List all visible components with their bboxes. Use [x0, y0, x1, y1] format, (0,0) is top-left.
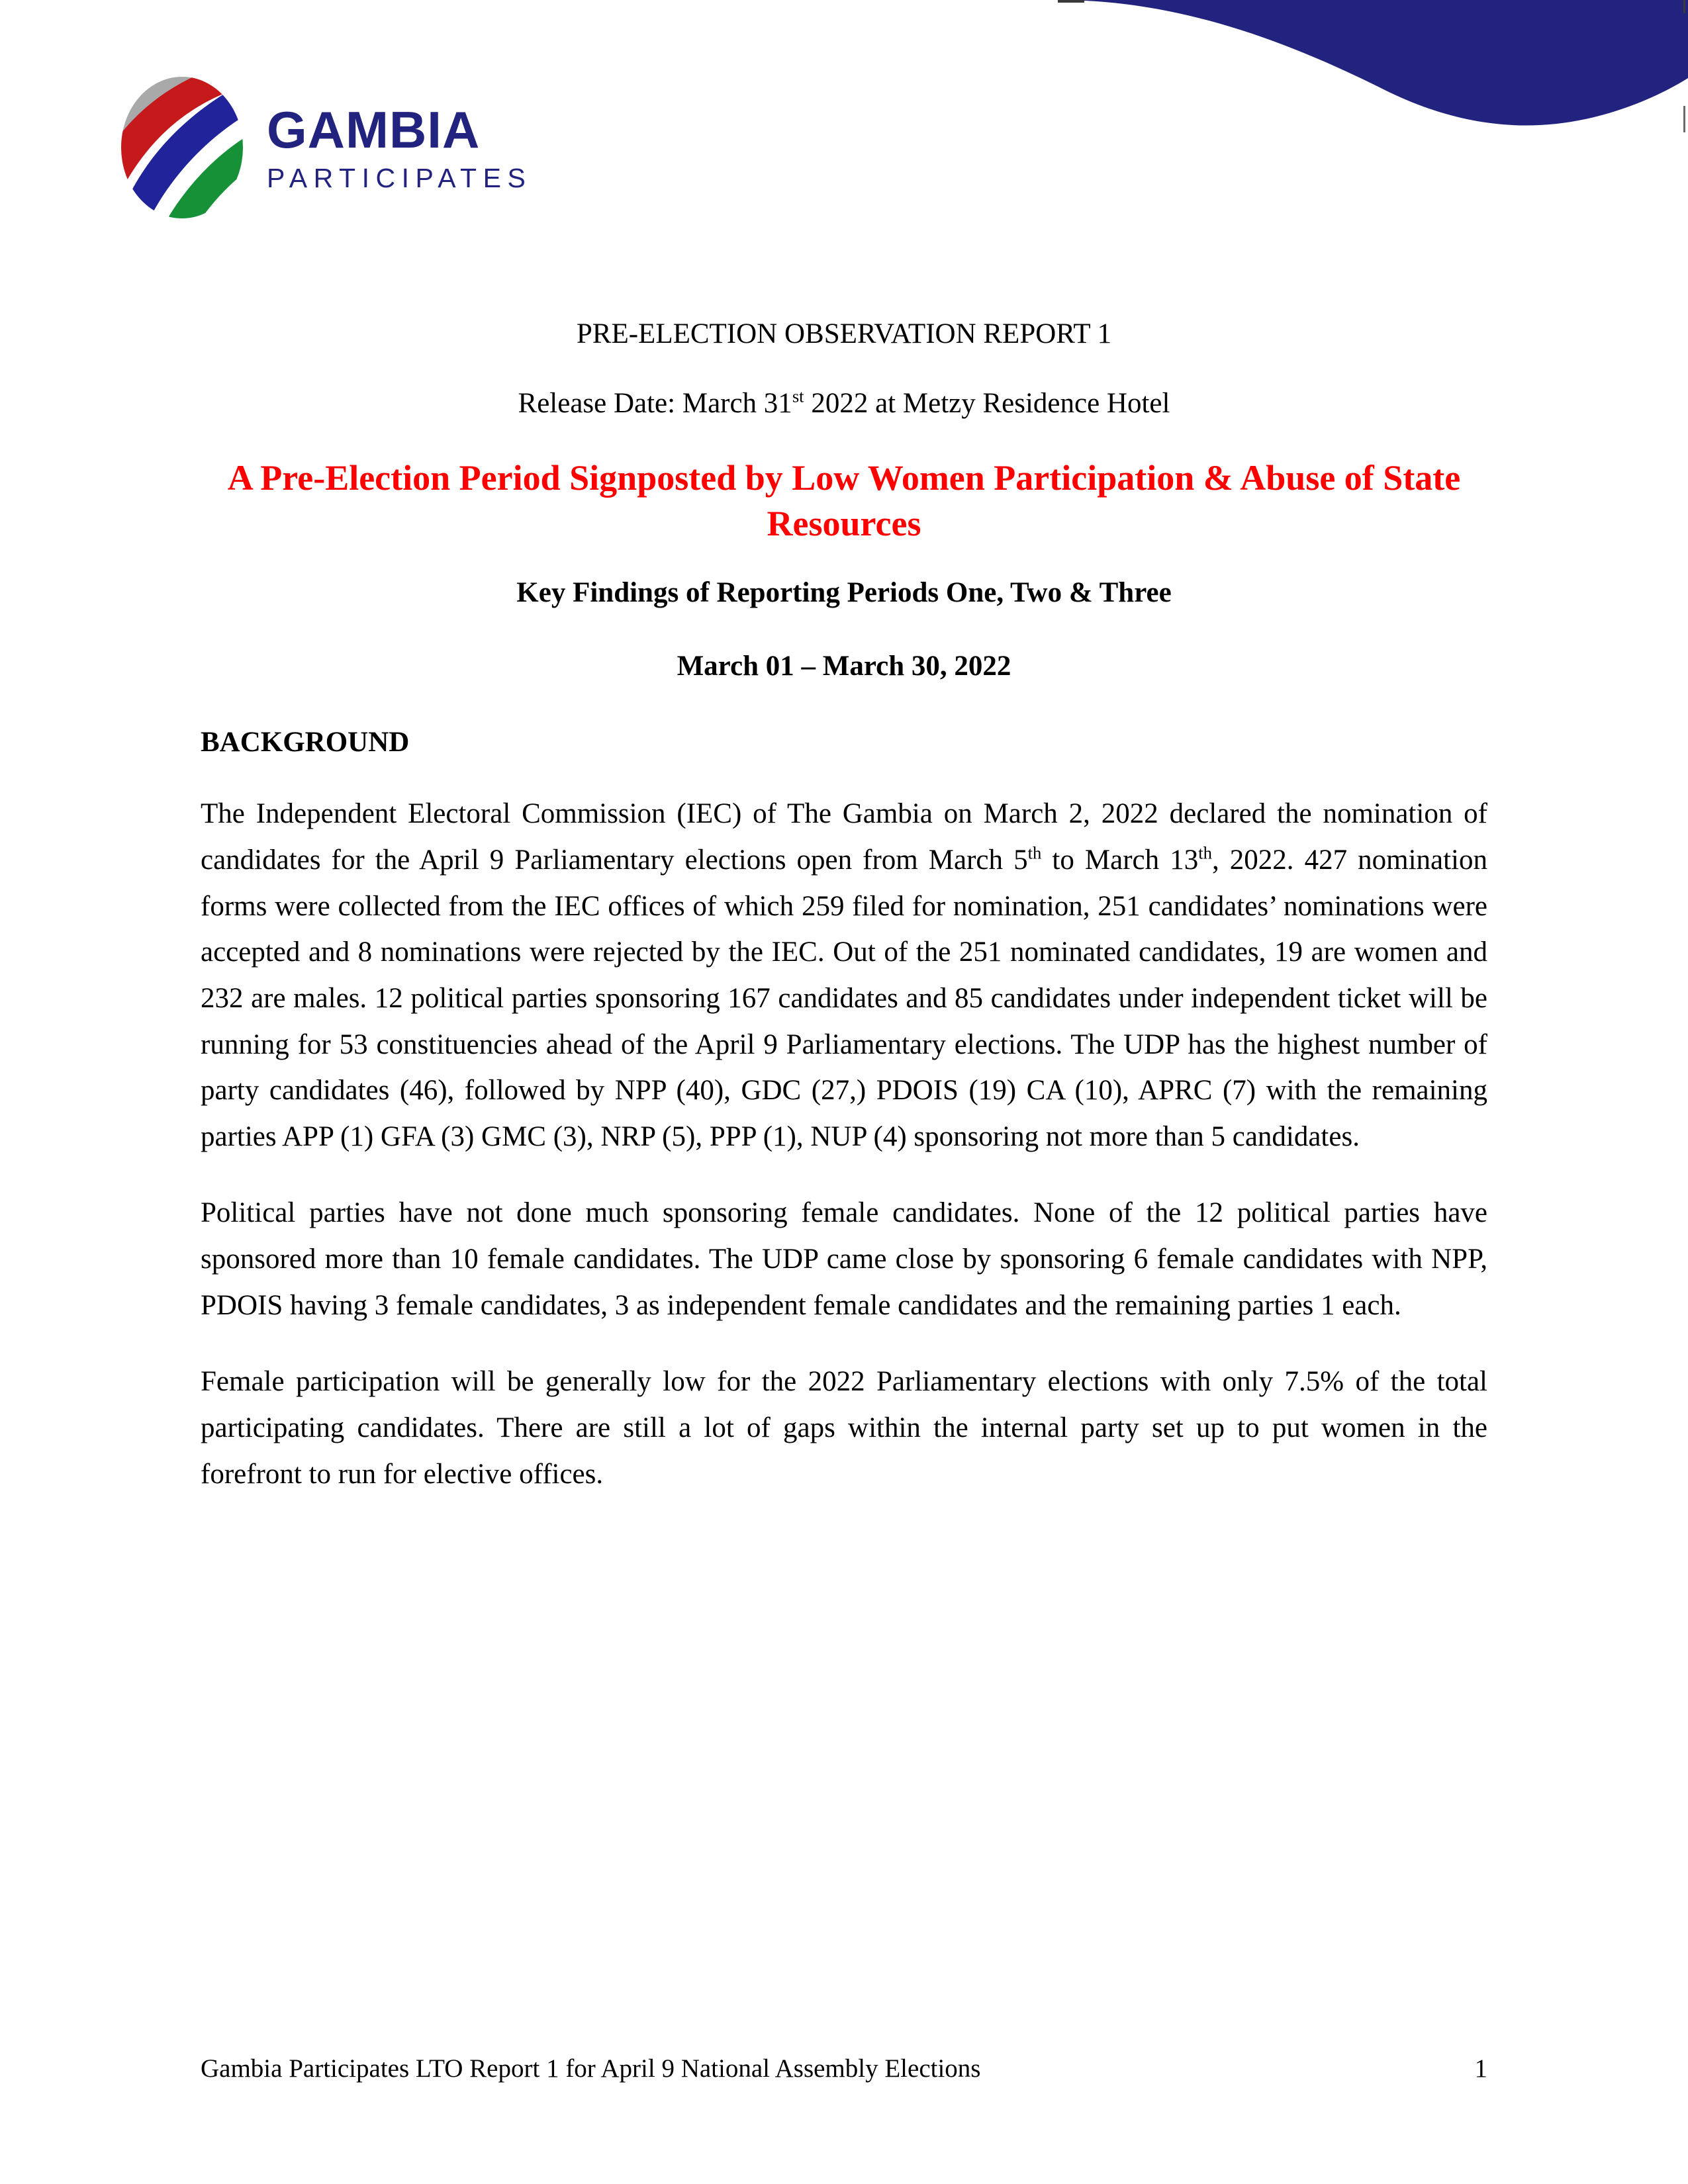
page-title: A Pre-Election Period Signposted by Low Women Participation & Abuse of State Resources	[227, 458, 1461, 544]
reporting-date-range: March 01 – March 30, 2022	[677, 651, 1011, 682]
section-heading-background: BACKGROUND	[201, 727, 410, 758]
page-edge-rule-mid	[1683, 106, 1685, 132]
page-edge-rule-top	[1683, 0, 1685, 13]
report-kicker: PRE-ELECTION OBSERVATION REPORT 1	[576, 318, 1112, 349]
logo-title: GAMBIA	[267, 100, 481, 159]
paragraph-background-3: Female participation will be generally low for the 2022 Parliamentary elections with only 7.5% of the total participating candidates. There are still a lot of gaps within the internal party set up to put women in the forefront to run for elective offices.	[201, 1366, 1487, 1490]
release-date-ordinal-suffix: st	[792, 386, 804, 406]
logo-subtitle: PARTICIPATES	[267, 162, 532, 193]
key-findings-subheading: Key Findings of Reporting Periods One, Two & Three	[516, 577, 1172, 609]
release-date-prefix: Release Date: March 31	[518, 388, 792, 419]
footer-text: Gambia Participates LTO Report 1 for April 9 National Assembly Elections	[201, 2054, 981, 2083]
paragraph-1-part-3: , 2022. 427 nomination forms were collected from the IEC offices of which 259 filed for nomination, 251 candidates’ nominations were accepted and 8 nominations were rejected by the IEC. Out of the 251 nominated candidates, 19 are women and 232 are males. 12 political parties sponsoring 167 candidates and 85 candidates under independent ticket will be running for 53 constituencies ahead of the April 9 Parliamentary elections. The UDP has the highest number of party candidates (46), followed by NPP (40), GDC (27,) PDOIS (19) CA (10), APRC (7) with the remaining parties APP (1) GFA (3) GMC (3), NRP (5), PPP (1), NUP (4) sponsoring not more than 5 candidates.	[201, 844, 1488, 1152]
footer-page-number: 1	[1474, 2054, 1487, 2083]
document-body	[201, 0, 1487, 1525]
release-date-suffix: 2022 at Metzy Residence Hotel	[804, 388, 1170, 419]
paragraph-1-ordinal-1: th	[1027, 842, 1042, 863]
page-footer	[201, 2054, 1487, 2083]
paragraph-1-part-1: The Independent Electoral Commission (IEC) of The Gambia on March 2, 2022 declared the nomination of candidates for the April 9 Parliamentary elections open from March 5	[201, 798, 1487, 876]
paragraph-background-1	[201, 791, 1487, 1160]
release-date-line	[201, 386, 1487, 419]
paragraph-background-2: Political parties have not done much sponsoring female candidates. None of the 12 political parties have sponsored more than 10 female candidates. The UDP came close by sponsoring 6 female candidates with NPP, PDOIS having 3 female candidates, 3 as independent female candidates and the remaining parties 1 each.	[201, 1197, 1487, 1321]
paragraph-1-part-2: to March 13	[1041, 844, 1199, 876]
paragraph-1-ordinal-2: th	[1198, 842, 1212, 863]
